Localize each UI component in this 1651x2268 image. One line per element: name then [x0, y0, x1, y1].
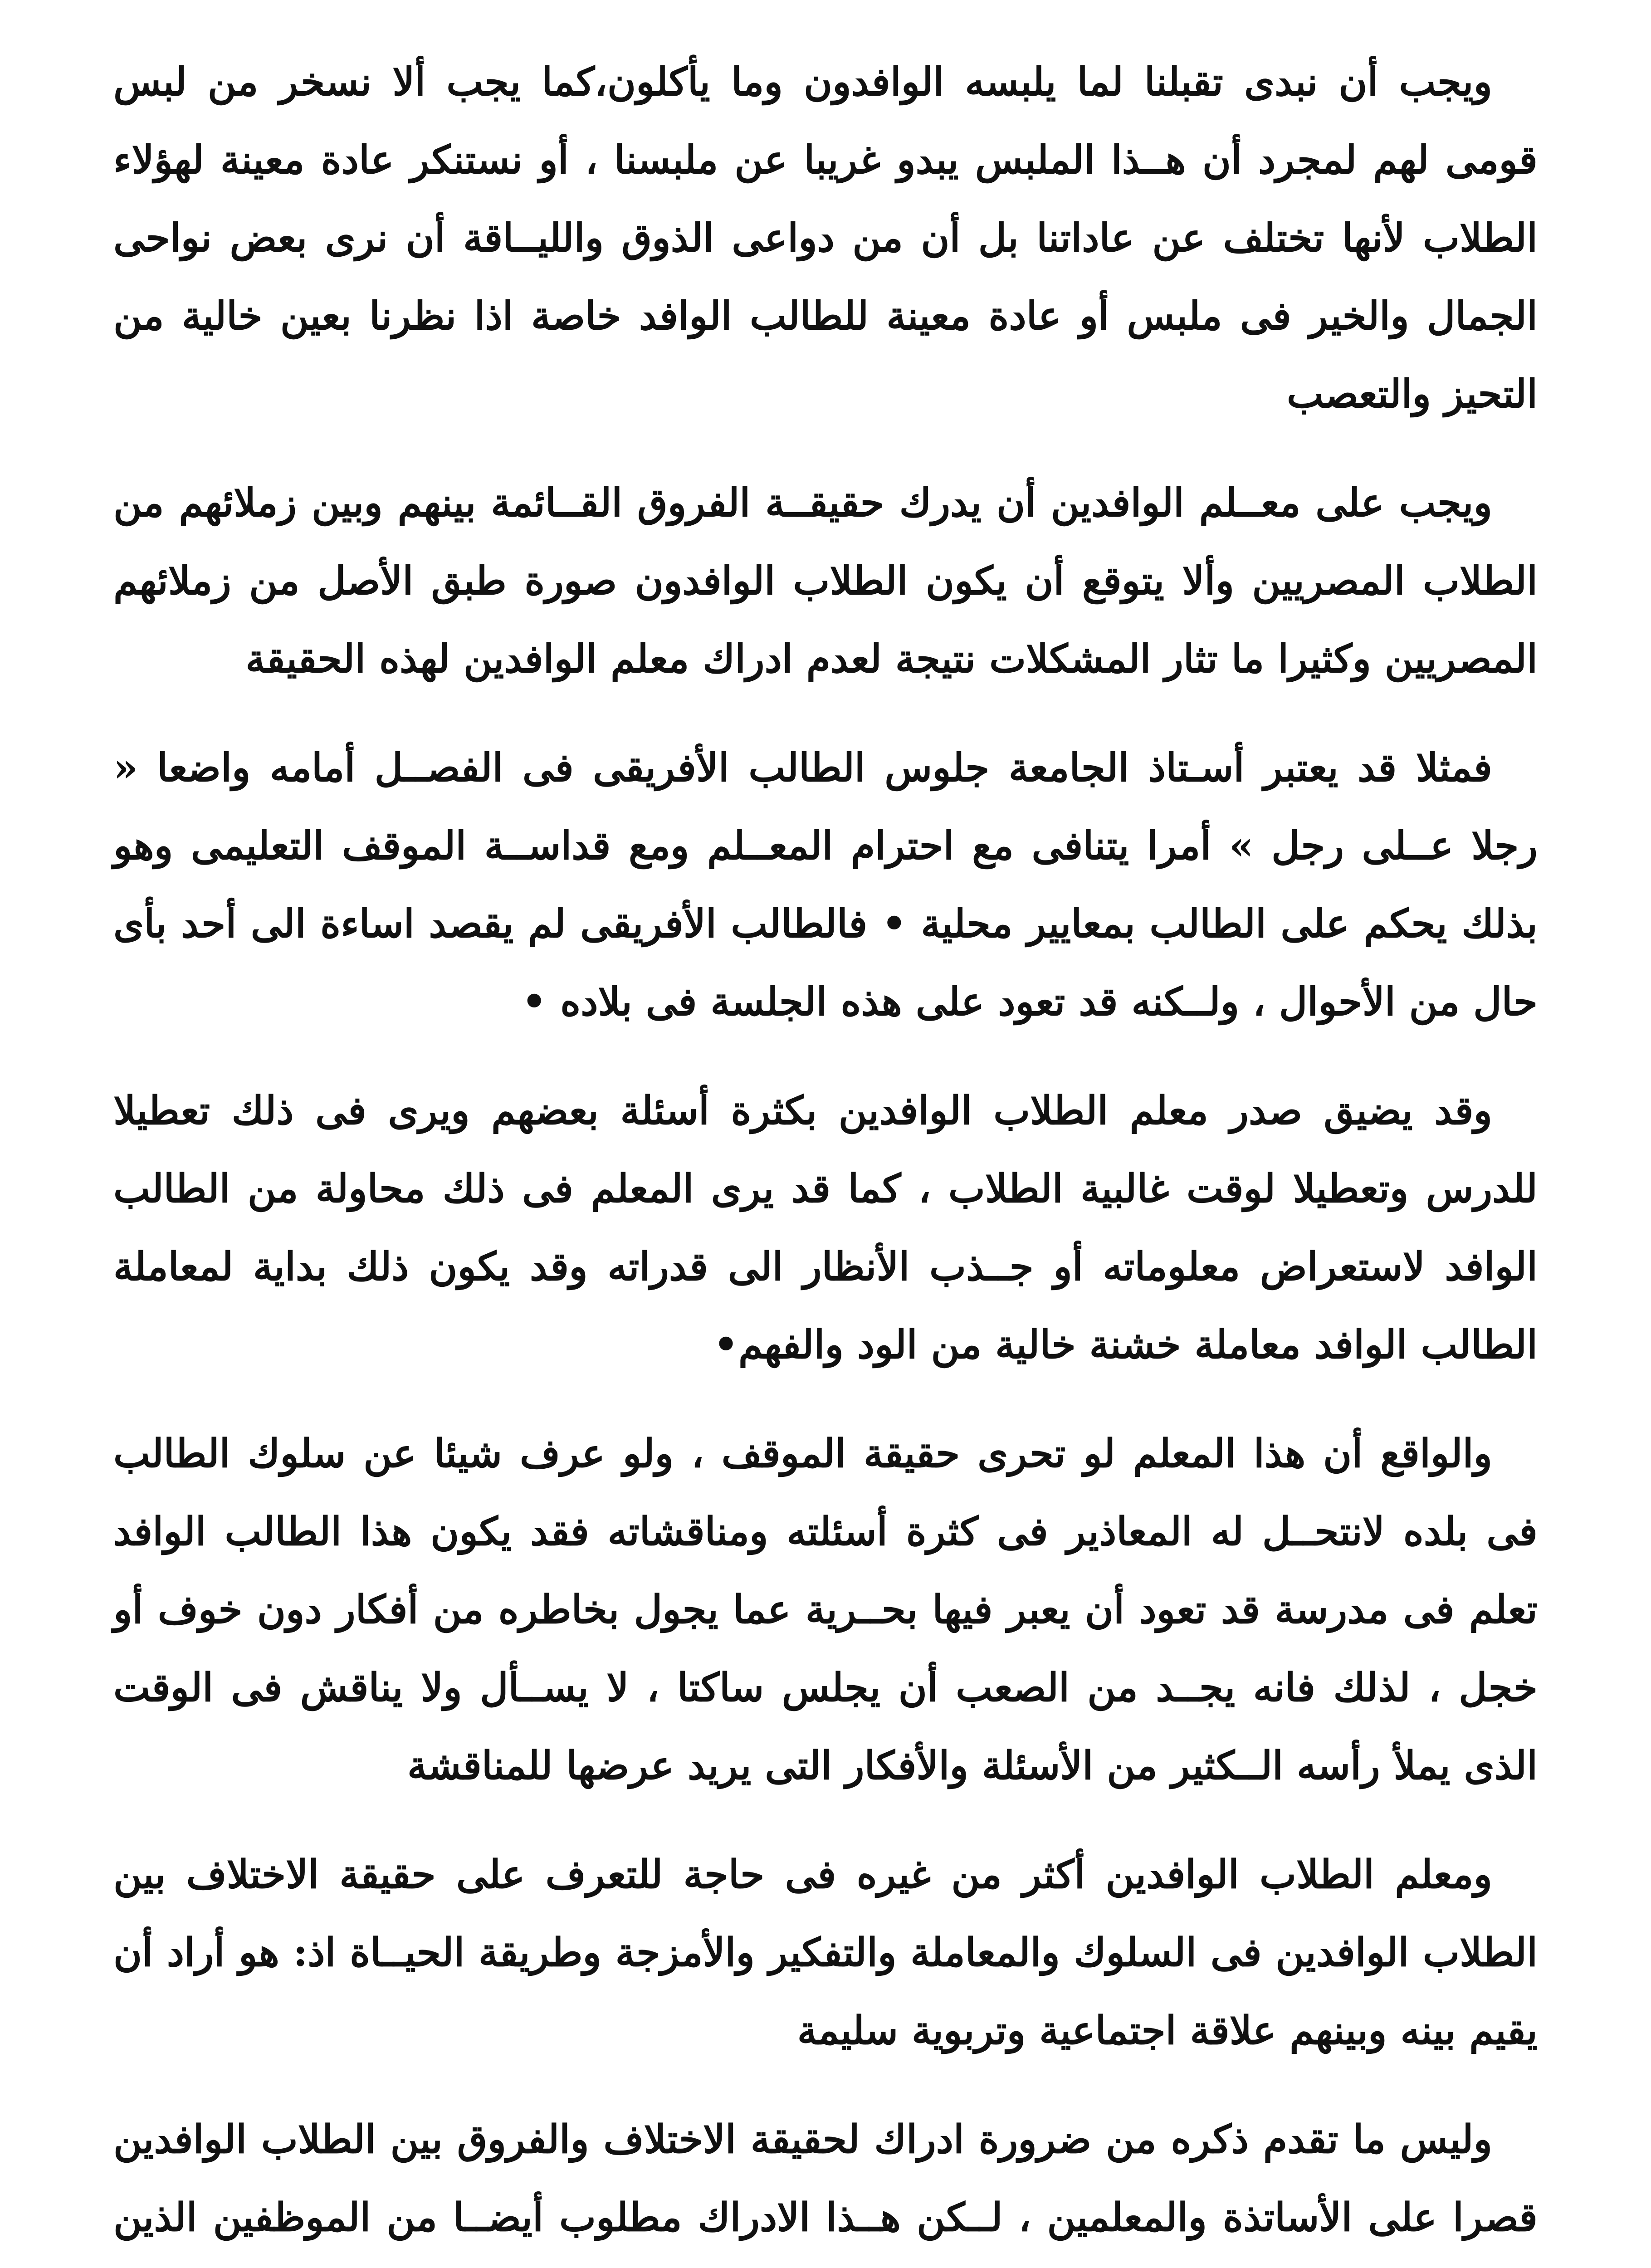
paragraph-7: وليس ما تقدم ذكره من ضرورة ادراك لحقيقة الاختلاف والفروق بين الطلاب الوافدين قصرا على الأساتذة والمعلمين ، لــكن هــذا الادراك مطلوب أيضــا من الموظفين الذين	[113, 2116, 1538, 2240]
body-text	[113, 43, 1538, 2268]
paragraph-4: وقد يضيق صدر معلم الطلاب الوافدين بكثرة أسئلة بعضهم ويرى فى ذلك تعطيلا للدرس وتعطيلا لوقت غالبية الطلاب ، كما قد يرى المعلم فى ذلك محاولة من الطالب الوافد لاستعراض معلوماته أو جــذب الأنظار الى قدراته وقد يكون ذلك بداية لمعاملة الطالب الوافد معاملة خشنة خالية من الود والفهم•	[113, 1088, 1538, 1368]
paragraph-5: والواقع أن هذا المعلم لو تحرى حقيقة الموقف ، ولو عرف شيئا عن سلوك الطالب فى بلده لانتحــل له المعاذير فى كثرة أسئلته ومناقشاته فقد يكون هذا الطالب الوافد تعلم فى مدرسة قد تعود أن يعبر فيها بحــرية عما يجول بخاطره من أفكار دون خوف أو خجل ، لذلك فانه يجــد من الصعب أن يجلس ساكتا ، لا يســأل ولا يناقش فى الوقت الذى يملأ رأسه الــكثير من الأسئلة والأفكار التى يريد عرضها للمناقشة	[113, 1431, 1538, 1789]
paragraph-1: ويجب أن نبدى تقبلنا لما يلبسه الوافدون وما يأكلون،كما يجب ألا نسخر من لبس قومى لهم لمجرد أن هــذا الملبس يبدو غريبا عن ملبسنا ، أو نستنكر عادة معينة لهؤلاء الطلاب لأنها تختلف عن عاداتنا بل أن من دواعى الذوق والليــاقة أن نرى بعض نواحى الجمال والخير فى ملبس أو عادة معينة للطالب الوافد خاصة اذا نظرنا بعين خالية من التحيز والتعصب	[113, 59, 1538, 417]
paragraph-3: فمثلا قد يعتبر أسـتاذ الجامعة جلوس الطالب الأفريقى فى الفصــل أمامه واضعا « رجلا عــلى رجل » أمرا يتنافى مع احترام المعــلم ومع قداســة الموقف التعليمى وهو بذلك يحكم على الطالب بمعايير محلية • فالطالب الأفريقى لم يقصد اساءة الى أحد بأى حال من الأحوال ، ولــكنه قد تعود على هذه الجلسة فى بلاده •	[113, 745, 1538, 1025]
paragraph-2: ويجب على معــلم الوافدين أن يدرك حقيقــة الفروق القــائمة بينهم وبين زملائهم من الطلاب المصريين وألا يتوقع أن يكون الطلاب الوافدون صورة طبق الأصل من زملائهم المصريين وكثيرا ما تثار المشكلات نتيجة لعدم ادراك معلم الوافدين لهذه الحقيقة	[113, 480, 1538, 682]
paragraph-6: ومعلم الطلاب الوافدين أكثر من غيره فى حاجة للتعرف على حقيقة الاختلاف بين الطلاب الوافدين فى السلوك والمعاملة والتفكير والأمزجة وطريقة الحيــاة اذ: هو أراد أن يقيم بينه وبينهم علاقة اجتماعية وتربوية سليمة	[113, 1852, 1538, 2053]
